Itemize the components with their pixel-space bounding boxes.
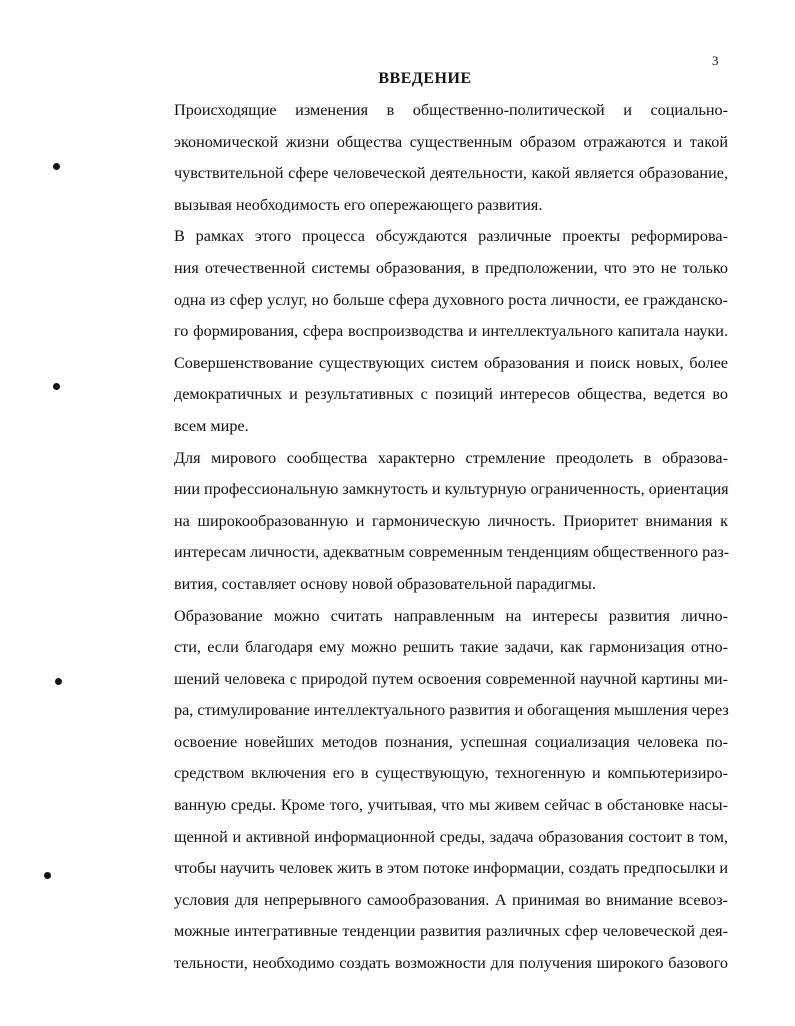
- text-line: демократичных и результативных с позиций интересов общества, ведется во: [174, 385, 728, 404]
- text-line: средством включения его в существующую, техногенную и компьютеризиро-: [174, 764, 728, 783]
- paragraph-3: [131, 443, 728, 601]
- paragraph-2: [131, 221, 728, 442]
- paragraph-1: [131, 95, 728, 221]
- text-line: ра, стимулирование интеллектуального развития и обогащения мышления через: [174, 701, 729, 720]
- text-line: Для мирового сообщества характерно стремление преодолеть в образова-: [174, 448, 728, 467]
- text-line: освоение новейших методов познания, успешная социализация человека по-: [174, 732, 728, 751]
- text-line: го формирования, сфера воспроизводства и интеллектуального капитала науки.: [174, 322, 728, 341]
- text-line: на широкообразованную и гармоническую личность. Приоритет внимания к: [174, 511, 728, 530]
- text-line: вызывая необходимость его опережающего развития.: [174, 195, 543, 214]
- text-line: ванную среды. Кроме того, учитывая, что мы живем сейчас в обстановке насы-: [174, 796, 728, 815]
- text-line: экономической жизни общества существенным образом отражаются и такой: [174, 132, 728, 151]
- text-line: шений человека с природой путем освоения современной научной картины ми-: [174, 669, 728, 688]
- page-title: ВВЕДЕНИЕ: [378, 70, 472, 87]
- body-text: [131, 95, 728, 980]
- binding-hole-mark: [53, 383, 60, 390]
- text-line: щенной и активной информационной среды, задача образования состоит в том,: [174, 827, 728, 846]
- binding-hole-mark: [44, 872, 51, 879]
- text-line: тельности, необходимо создать возможности для получения широкого базового: [174, 954, 728, 973]
- text-line: ния отечественной системы образования, в предположении, что это не только: [174, 258, 728, 277]
- text-line: сти, если благодаря ему можно решить такие задачи, как гармонизация отно-: [174, 638, 728, 657]
- paragraph-4: [131, 601, 728, 980]
- page-number: 3: [712, 53, 719, 68]
- text-line: одна из сфер услуг, но больше сфера духовного роста личности, ее гражданско-: [174, 290, 728, 309]
- text-line: всем мире.: [174, 416, 249, 435]
- text-line: нии профессиональную замкнутость и культурную ограниченность, ориентация: [174, 480, 729, 499]
- text-line: условия для непрерывного самообразования. А принимая во внимание всевоз-: [174, 890, 728, 909]
- binding-hole-mark: [55, 678, 62, 685]
- text-line: В рамках этого процесса обсуждаются различные проекты реформирова-: [174, 227, 728, 246]
- text-line: можные интегративные тенденции развития различных сфер человеческой дея-: [174, 922, 728, 941]
- text-line: Происходящие изменения в общественно-политической и социально-: [174, 101, 728, 119]
- binding-hole-mark: [53, 163, 60, 170]
- text-line: Совершенствование существующих систем образования и поиск новых, более: [174, 353, 728, 372]
- text-line: вития, составляет основу новой образовательной парадигмы.: [174, 574, 596, 593]
- text-line: Образование можно считать направленным на интересы развития лично-: [174, 606, 728, 625]
- text-line: интересам личности, адекватным современным тенденциям общественного раз-: [174, 543, 730, 562]
- text-line: чтобы научить человек жить в этом потоке информации, создать предпосылки и: [174, 859, 728, 878]
- text-line: чувствительной сфере человеческой деятельности, какой является образование,: [174, 164, 728, 183]
